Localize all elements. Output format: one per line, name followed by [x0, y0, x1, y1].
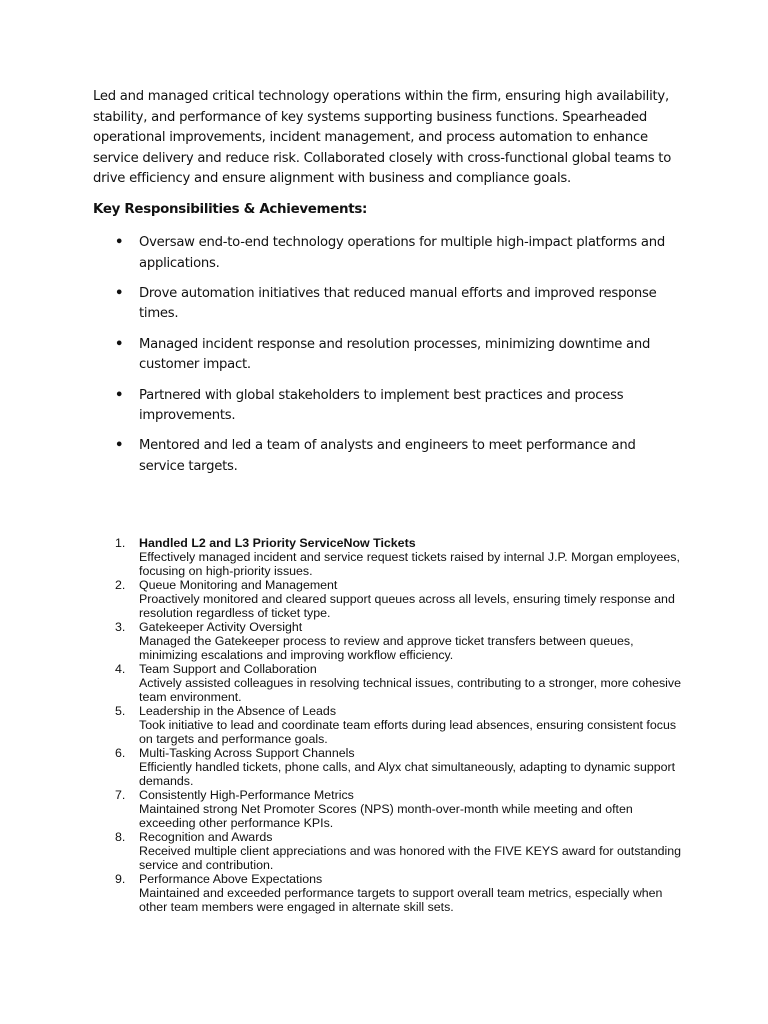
- bullet-list: [93, 233, 678, 478]
- bullet-text: Mentored and led a team of analysts and engineers to meet performance and service targets.: [139, 438, 636, 475]
- bullet-symbol: •: [115, 438, 124, 454]
- numbered-item: [93, 536, 683, 578]
- item-title: Multi-Tasking Across Support Channels: [139, 746, 355, 760]
- item-description: Took initiative to lead and coordinate team efforts during lead absences, ensuring consistent focus on targets and performance goals.: [139, 718, 677, 746]
- item-number: 3.: [115, 620, 126, 634]
- item-description: Maintained and exceeded performance targets to support overall team metrics, especially when other team members were engaged in alternate skill sets.: [139, 886, 663, 914]
- bullet-text: Drove automation initiatives that reduced manual efforts and improved response times.: [139, 285, 657, 322]
- numbered-item: [93, 620, 683, 662]
- section-heading: Key Responsibilities & Achievements:: [93, 201, 368, 217]
- item-description: Maintained strong Net Promoter Scores (NPS) month-over-month while meeting and often exceeding other performance KPIs.: [139, 802, 633, 830]
- numbered-item: [93, 662, 683, 704]
- item-number: 6.: [115, 746, 126, 760]
- bullet-text: Managed incident response and resolution processes, minimizing downtime and customer impact.: [139, 336, 651, 373]
- numbered-item: [93, 746, 683, 788]
- item-title: Performance Above Expectations: [139, 872, 323, 886]
- numbered-item: [93, 830, 683, 872]
- numbered-item: [93, 704, 683, 746]
- item-number: 7.: [115, 788, 126, 802]
- item-title: Recognition and Awards: [139, 830, 273, 844]
- item-description: Effectively managed incident and service request tickets raised by internal J.P. Morgan employees, focusing on high-priority issues.: [139, 550, 680, 578]
- bullet-item: [93, 233, 679, 274]
- numbered-item: [93, 578, 683, 620]
- item-title: Team Support and Collaboration: [139, 662, 317, 676]
- bullet-symbol: •: [115, 285, 124, 301]
- item-description: Managed the Gatekeeper process to review and approve ticket transfers between queues, minimizing escalations and improving workflow efficiency.: [139, 634, 634, 662]
- item-description: Efficiently handled tickets, phone calls, and Alyx chat simultaneously, adapting to dynamic support demands.: [139, 760, 676, 788]
- item-number: 9.: [115, 872, 126, 886]
- bullet-symbol: •: [115, 336, 124, 352]
- item-title: Leadership in the Absence of Leads: [139, 704, 337, 718]
- item-title: Gatekeeper Activity Oversight: [139, 620, 303, 634]
- item-number: 4.: [115, 662, 126, 676]
- item-description: Received multiple client appreciations and was honored with the FIVE KEYS award for outstanding service and contribution.: [139, 844, 682, 872]
- numbered-item: [93, 872, 683, 914]
- bullet-symbol: •: [115, 234, 124, 250]
- item-title: Queue Monitoring and Management: [139, 578, 338, 592]
- item-number: 8.: [115, 830, 126, 844]
- bullet-item: [93, 386, 679, 427]
- item-description: Actively assisted colleagues in resolving technical issues, contributing to a stronger, more cohesive team environment.: [139, 676, 682, 704]
- item-title: Consistently High-Performance Metrics: [139, 788, 354, 802]
- numbered-list: [93, 536, 683, 914]
- item-title: Handled L2 and L3 Priority ServiceNow Tickets: [139, 536, 416, 550]
- bullet-symbol: •: [115, 387, 124, 403]
- bullet-item: [93, 284, 679, 325]
- item-number: 1.: [115, 536, 126, 550]
- bullet-text: Partnered with global stakeholders to implement best practices and process improvements.: [139, 387, 624, 424]
- bullet-item: [93, 335, 679, 376]
- item-number: 5.: [115, 704, 126, 718]
- numbered-item: [93, 788, 683, 830]
- item-number: 2.: [115, 578, 126, 592]
- bullet-item: [93, 436, 679, 477]
- item-description: Proactively monitored and cleared support queues across all levels, ensuring timely response and resolution regardless of ticket type.: [139, 592, 675, 620]
- intro-paragraph: Led and managed critical technology operations within the firm, ensuring high availability, stability, and performance of key systems supporting business functions. Spearheaded operational improvements, incident management, and process automation to enhance service delivery and reduce risk. Collaborated closely with cross-functional global teams to drive efficiency and ensure alignment with business and compliance goals.: [93, 89, 672, 187]
- bullet-text: Oversaw end-to-end technology operations for multiple high-impact platforms and applications.: [139, 234, 665, 271]
